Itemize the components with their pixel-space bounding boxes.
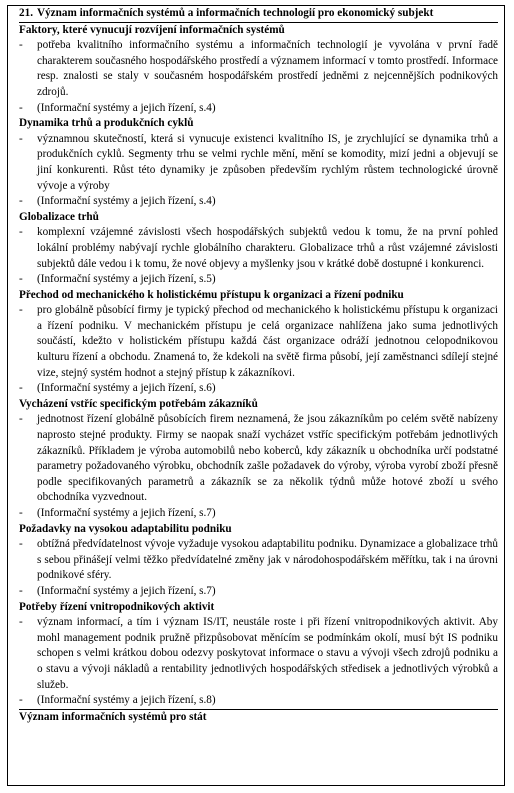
list-marker: - xyxy=(19,616,23,629)
section-heading: Požadavky na vysokou adaptabilitu podniku xyxy=(19,522,232,535)
list-marker: - xyxy=(19,538,23,551)
list-item-text: význam informací, a tím i význam IS/IT, neustále roste i při řízení vnitropodnikových aktivit. Aby mohl management podnik pružně přizpůsobovat měnícím se podmínkám okolí, musí být IS podniku schopen s velmi krátkou dobou odezvy poskytovat informace o stavu a vývoji všech zdrojů podniku a o stavu a vývoji nákladů a rentability jednotlivých hospodářských středisek a jednotlivých výrobků a služeb. xyxy=(37,616,498,691)
list-item xyxy=(19,584,498,600)
list-marker: - xyxy=(19,507,23,519)
title-text: Význam informačních systémů a informačních technologií pro ekonomický subjekt xyxy=(37,7,434,19)
section-customer-needs xyxy=(19,397,498,522)
closing-heading: Význam informačních systémů pro stát xyxy=(19,709,498,726)
section-heading: Přechod od mechanického k holistickému přístupu k organizaci a řízení podniku xyxy=(19,288,404,301)
source-citation: (Informační systémy a jejich řízení, s.7) xyxy=(37,507,216,519)
list-marker: - xyxy=(19,273,23,286)
list-item-text: komplexní vzájemné závislosti všech hospodářských subjektů vedou k tomu, že na první pohled lokální problémy nabývají rychle globálního charakteru. Globalizace trhů a růst vzájemné závislosti subjektů dále vedou i k tomu, že nové objevy a myšlenky jsou v krátké době dostupné i konkurenci. xyxy=(37,226,498,270)
list-marker: - xyxy=(19,584,23,597)
list-item xyxy=(19,38,498,100)
source-citation: (Informační systémy a jejich řízení, s.6) xyxy=(37,382,216,395)
list-item xyxy=(19,303,498,381)
section-holistic-approach xyxy=(19,288,498,397)
list-item-text: obtížná předvídatelnost vývoje vyžaduje vysokou adaptabilitu podniku. Dynamizace a globalizace trhů s sebou přinášejí velmi těžko předvídatelné změny jak v národohospodářském měřítku, tak i na úrovni podnikové sféry. xyxy=(37,538,498,582)
bullet-list xyxy=(19,225,498,287)
source-citation: (Informační systémy a jejich řízení, s.7) xyxy=(37,584,216,597)
title-number: 21. xyxy=(19,7,33,19)
list-marker: - xyxy=(19,132,23,145)
list-marker: - xyxy=(19,226,23,239)
section-heading: Globalizace trhů xyxy=(19,210,99,223)
section-factors xyxy=(19,23,498,117)
bullet-list xyxy=(19,38,498,116)
section-globalization xyxy=(19,210,498,288)
list-marker: - xyxy=(19,101,23,114)
list-item xyxy=(19,101,498,117)
bullet-list xyxy=(19,303,498,397)
list-marker: - xyxy=(19,304,23,317)
list-item xyxy=(19,693,498,709)
bullet-list xyxy=(19,537,498,599)
section-heading: Dynamika trhů a produkčních cyklů xyxy=(19,117,194,130)
list-marker: - xyxy=(19,195,23,208)
document-page xyxy=(7,5,505,786)
list-item xyxy=(19,615,498,693)
list-item xyxy=(19,537,498,584)
list-item xyxy=(19,272,498,288)
source-citation: (Informační systémy a jejich řízení, s.8) xyxy=(37,694,216,707)
list-item xyxy=(19,381,498,397)
bullet-list xyxy=(19,132,498,210)
section-market-dynamics xyxy=(19,116,498,210)
list-item xyxy=(19,132,498,194)
list-item-text: pro globálně působící firmy je typický přechod od mechanického k holistickému přístupu k organizaci a řízení podniku. V mechanickém přístupu je celá organizace nahlížena jako suma jednotlivých součástí, kdežto v holistickém přístupu každá část organizace odráží jednotnou celopodnikovou kulturu řízení a obchodu. Znamená to, že kdekoli na světě firma působí, její zaměstnanci sdílejí stejné vize, stejný systém hodnot a stejný přístup k zákazníkovi. xyxy=(37,304,498,379)
source-citation: (Informační systémy a jejich řízení, s.5) xyxy=(37,273,216,286)
list-item xyxy=(19,194,498,210)
source-citation: (Informační systémy a jejich řízení, s.4) xyxy=(37,195,216,208)
bullet-list xyxy=(19,615,498,709)
list-item xyxy=(19,506,498,522)
bullet-list xyxy=(19,412,498,521)
source-citation: (Informační systémy a jejich řízení, s.4) xyxy=(37,101,216,114)
list-marker: - xyxy=(19,39,23,52)
section-heading: Vycházení vstříc specifickým potřebám zákazníků xyxy=(19,397,258,410)
document-title xyxy=(19,6,498,23)
list-marker: - xyxy=(19,694,23,707)
list-marker: - xyxy=(19,413,23,426)
list-marker: - xyxy=(19,382,23,395)
list-item xyxy=(19,225,498,272)
list-item-text: významnou skutečností, která si vynucuje existenci kvalitního IS, je zrychlující se dynamika trhů a produkčních cyklů. Segmenty trhu se velmi rychle mění, mění se komodity, mizí jedni a objevují se jiní konkurenti. Růst této dynamiky je způsoben především rychlým růstem technologické úrovně vývoje a výroby xyxy=(37,132,498,192)
list-item-text: potřeba kvalitního informačního systému a informačních technologií je vyvolána v první řadě charakterem současného hospodářského prostředí a významem informací v tomto prostředí. Informace resp. znalosti se staly v současném hospodářském prostředí jedněmi z nejcennějších podnikových zdrojů. xyxy=(37,39,498,98)
section-heading: Faktory, které vynucují rozvíjení informačních systémů xyxy=(19,23,285,36)
section-internal-management xyxy=(19,600,498,709)
section-adaptability xyxy=(19,522,498,600)
list-item xyxy=(19,412,498,506)
list-item-text: jednotnost řízení globálně působících firem neznamená, že jsou zákazníkům po celém světě nabízeny naprosto stejné produkty. Firmy se naopak snaží vycházet vstříc specifickým potřebám jednotlivých zákazníků. Příkladem je výroba automobilů nebo koberců, kdy zákazník u obchodníka určí podstatné parametry požadovaného výrobku, obchodník zašle požadavek do výroby, výroba vyrobí zboží přesně podle specifikovaných parametrů a zákazník se za několik týdnů může hotové zboží u svého obchodníka vyzvednout. xyxy=(37,413,498,504)
section-heading: Potřeby řízení vnitropodnikových aktivit xyxy=(19,600,215,613)
